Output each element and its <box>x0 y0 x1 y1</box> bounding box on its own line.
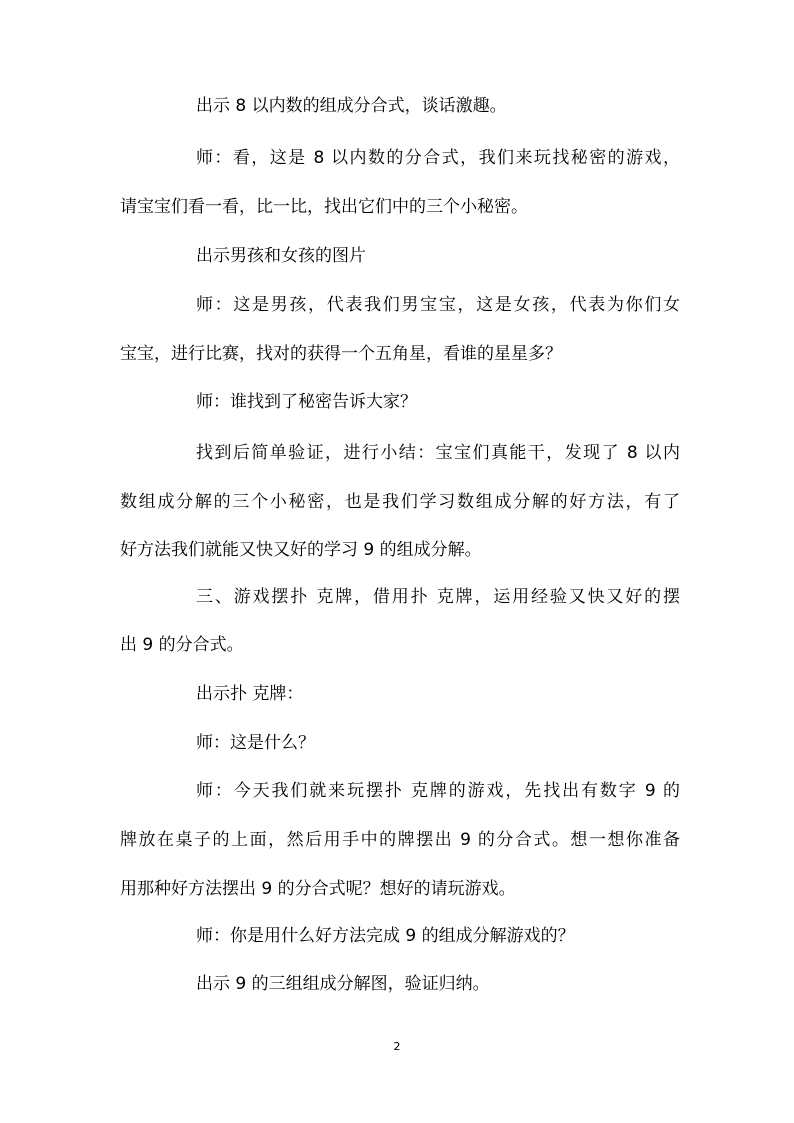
paragraph-line: 宝宝，进行比赛，找对的获得一个五角星，看谁的星星多？ <box>120 344 562 364</box>
paragraph-line: 出示 8 以内数的组成分合式，谈话激趣。 <box>196 96 507 116</box>
paragraph-line: 请宝宝们看一看，比一比，找出它们中的三个小秘密。 <box>120 197 528 217</box>
paragraph-line: 师：今天我们就来玩摆扑 克牌的游戏，先找出有数字 9 的 <box>196 781 680 801</box>
paragraph-line: 三、游戏摆扑 克牌，借用扑 克牌，运用经验又快又好的摆 <box>196 587 680 607</box>
paragraph-line: 数组成分解的三个小秘密，也是我们学习数组成分解的好方法，有了 <box>120 492 680 512</box>
paragraph-line: 用那种好方法摆出 9 的分合式呢？想好的请玩游戏。 <box>120 879 516 899</box>
paragraph-line: 好方法我们就能又快又好的学习 9 的组成分解。 <box>120 540 482 560</box>
paragraph-line: 出 9 的分合式。 <box>120 635 244 655</box>
paragraph-line: 出示扑 克牌： <box>196 684 304 704</box>
paragraph-line: 出示 9 的三组组成分解图，验证归纳。 <box>196 974 490 994</box>
paragraph-line: 师：看，这是 8 以内数的分合式，我们来玩找秘密的游戏， <box>196 148 680 168</box>
paragraph-line: 师：这是什么？ <box>196 733 315 753</box>
paragraph-line: 找到后简单验证，进行小结：宝宝们真能干，发现了 8 以内 <box>196 443 680 463</box>
paragraph-line: 师：你是用什么好方法完成 9 的组成分解游戏的？ <box>196 926 575 946</box>
paragraph-line: 师：这是男孩，代表我们男宝宝，这是女孩，代表为你们女 <box>196 295 680 315</box>
paragraph-line: 出示男孩和女孩的图片 <box>196 246 366 266</box>
paragraph-line: 师：谁找到了秘密告诉大家？ <box>196 392 417 412</box>
paragraph-line: 牌放在桌子的上面，然后用手中的牌摆出 9 的分合式。想一想你准备 <box>120 830 680 850</box>
page-number: 2 <box>393 1040 401 1053</box>
